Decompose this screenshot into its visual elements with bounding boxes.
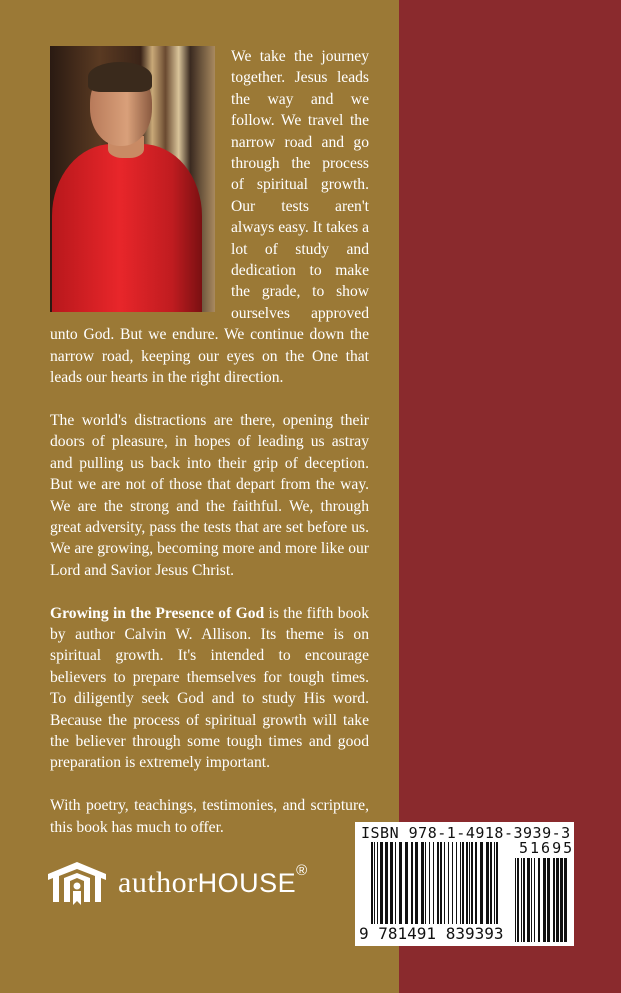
barcode-bar [415,842,418,934]
barcode-bar [433,842,434,934]
barcode-bar [429,842,430,934]
house-book-icon [46,860,108,906]
barcode-bars [371,842,501,934]
barcode-bar [553,858,555,942]
barcode-bar [460,842,461,934]
blurb-paragraph-1: We take the journey together. Jesus leads the way and we follow. We travel the narrow road and go through the process of spiritual growth. Our tests aren't always easy. It takes a lot of study and dedication to make the grade, to show ourselves approved unto God. But we endure. We continue down the narrow road, keeping our eyes on the One that leads our hearts in the right direction. [50,48,369,387]
barcode-bar [399,842,402,934]
barcode-bar [371,842,373,934]
author-photo [50,46,215,312]
book-title: Growing in the Presence of God [50,604,265,622]
barcode-bar [440,842,442,934]
barcode-bar [556,858,559,942]
back-cover-text [50,46,369,859]
barcode-bar [515,858,516,942]
blurb-paragraph-3 [50,603,369,774]
publisher-name: authorHOUSE® [118,862,308,899]
barcode-bar [452,842,453,934]
publisher-logo [46,860,308,906]
price-code: 51695 [519,839,575,857]
barcode-bar [456,842,457,934]
barcode-bar [547,858,550,942]
blurb-paragraph-2: The world's distractions are there, opening their doors of pleasure, in hopes of leading us astray and pulling us back into their grip of deception. But we are not of those that depart from the way. We are the strong and the faithful. We, through great adversity, pass the tests that are set before us. We are growing, becoming more and more like our Lord and Savior Jesus Christ. [50,411,369,579]
barcode-bar [564,858,567,942]
barcode-bar [411,842,413,934]
barcode-bar [475,842,477,934]
barcode-bar [534,858,535,942]
barcode-bar [377,842,378,934]
barcode-bar [405,842,408,934]
barcode-bar [543,858,546,942]
barcode-bar [437,842,439,934]
barcode-bar [490,842,492,934]
ean-number: 9 781491 839393 [359,924,504,943]
barcode-bar [425,842,426,934]
barcode-bar [462,842,464,934]
barcode-bar [494,842,495,934]
barcode-bar [444,842,445,934]
barcode-bar [527,858,530,942]
barcode-bar [395,842,396,934]
blurb-paragraph-4: With poetry, teachings, testimonies, and scripture, this book has much to offer. [50,797,369,836]
addon-barcode-bars [515,858,569,942]
barcode-bar [380,842,383,934]
barcode-bar [517,858,519,942]
barcode-bar [471,842,473,934]
book-description: is the fifth book by author Calvin W. Allison. Its theme is on spiritual growth. It's intended to encourage believers to prepare themselves for tough times. To diligently seek God and to study His word. Because the process of spiritual growth will take the believer through some tough times and good preparation is extremely important. [50,604,369,772]
barcode-bar [480,842,483,934]
barcode-bar [496,842,498,934]
barcode-bar [560,858,563,942]
barcode-bar [486,842,489,934]
isbn-label: ISBN 978-1-4918-3939-3 [361,824,571,842]
barcode-bar [469,842,470,934]
barcode-bar [531,858,532,942]
barcode-bar [390,842,393,934]
barcode-bar [374,842,375,934]
barcode-bar [523,858,525,942]
barcode-bar [421,842,424,934]
isbn-barcode [355,822,574,946]
barcode-bar [448,842,449,934]
barcode-bar [521,858,522,942]
barcode-bar [466,842,468,934]
barcode-bar [385,842,388,934]
barcode-bar [538,858,540,942]
